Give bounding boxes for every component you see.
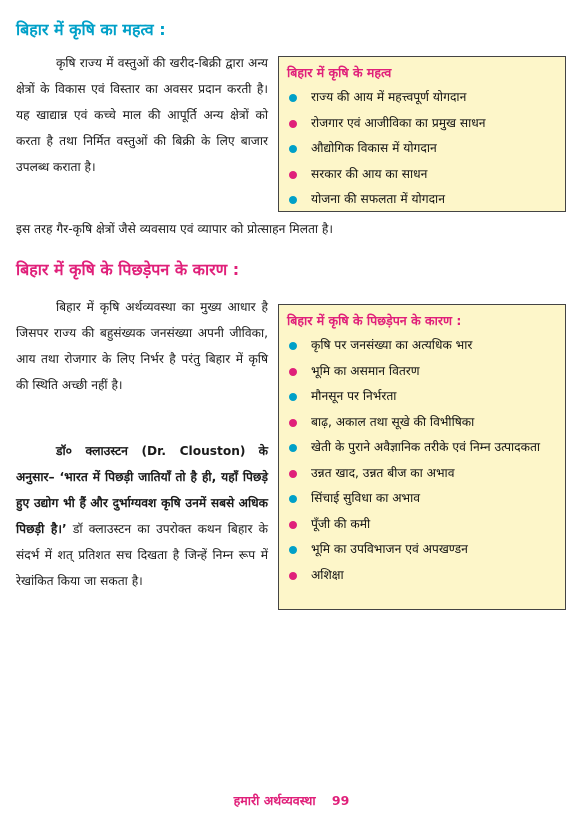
bullet-icon (289, 419, 297, 427)
bullet-icon (289, 342, 297, 350)
quote-line: तो है ही, यहाँ पिछड़े हुए उद्योग भी हैं (16, 470, 268, 510)
importance-paragraph (16, 50, 268, 180)
bullet-icon (289, 495, 297, 503)
list-item: अशिक्षा (287, 563, 557, 589)
importance-paragraph-tail (16, 216, 566, 242)
section-heading-backwardness: बिहार में कृषि के पिछड़ेपन के कारण : (16, 260, 240, 279)
list-item: मौनसून पर निर्भरता (287, 384, 557, 410)
bullet-icon (289, 120, 297, 128)
para-line: प्रतिशत सच दिखता है जिन्हें निम्न रूप में (78, 548, 268, 562)
list-item: रोजगार एवं आजीविका का प्रमुख साधन (287, 111, 557, 137)
clouston-quote-paragraph (16, 438, 268, 594)
bullet-icon (289, 470, 297, 478)
quote-line: अधिक पिछड़ी है।’ (16, 496, 268, 536)
importance-list (287, 85, 557, 213)
bullet-icon (289, 171, 297, 179)
list-item: बाढ़, अकाल तथा सूखे की विभीषिका (287, 410, 557, 436)
bullet-icon (289, 94, 297, 102)
para-line: जनसंख्या अपनी जीविका, आय तथा रोजगार (16, 326, 268, 366)
list-item: उन्नत खाद, उन्नत बीज का अभाव (287, 461, 557, 487)
list-item: औद्योगिक विकास में योगदान (287, 136, 557, 162)
para-line: खरीद-बिक्री द्वारा अन्य क्षेत्रों के विकास (16, 56, 268, 96)
para-line: उपरोक्त कथन बिहार के संदर्भ में शत् (16, 522, 269, 562)
bullet-icon (289, 145, 297, 153)
backwardness-paragraph (16, 294, 268, 398)
list-item: भूमि का उपविभाजन एवं अपखण्डन (287, 537, 557, 563)
list-item: पूँजी की कमी (287, 512, 557, 538)
backwardness-summary-box (278, 304, 566, 610)
para-line: बिक्री के लिए बाजार उपलब्ध कराता है। (16, 134, 268, 174)
para-line: इस तरह गैर-कृषि क्षेत्रों जैसे व्यवसाय एवं व्यापार को प्रोत्साहन मिलता है। (16, 222, 334, 236)
para-line: स्थिति अच्छी नहीं है। (32, 378, 123, 392)
para-line: खाद्यान्न एवं कच्चे माल की आपूर्ति अन्य (36, 108, 224, 122)
bullet-icon (289, 546, 297, 554)
page-number: 99 (331, 793, 350, 808)
list-item: सिंचाई सुविधा का अभाव (287, 486, 557, 512)
list-item: कृषि पर जनसंख्या का अत्यधिक भार (287, 333, 557, 359)
quote-line: और दुर्भाग्यवश कृषि उनमें सबसे (90, 496, 235, 510)
list-item: सरकार की आय का साधन (287, 162, 557, 188)
bullet-icon (289, 196, 297, 204)
backwardness-list (287, 333, 557, 588)
quote-line: के अनुसार– ‘भारत में पिछड़ी जातियाँ (16, 444, 269, 484)
para-line: मुख्य आधार है जिसपर राज्य की बहुसंख्यक (16, 300, 268, 340)
para-line: रेखांकित किया जा सकता है। (16, 574, 143, 588)
bullet-icon (289, 444, 297, 452)
box-title: बिहार में कृषि के महत्व (287, 65, 392, 80)
bullet-icon (289, 521, 297, 529)
para-line: के लिए निर्भर है परंतु बिहार में कृषि की (16, 352, 269, 392)
para-line: क्षेत्रों को करता है तथा निर्मित वस्तुओं की (16, 108, 269, 148)
box-title: बिहार में कृषि के पिछड़ेपन के कारण : (287, 313, 462, 328)
bullet-icon (289, 572, 297, 580)
book-title: हमारी अर्थव्यवस्था (233, 793, 316, 808)
bullet-icon (289, 393, 297, 401)
importance-summary-box (278, 56, 566, 212)
para-line: बिहार में कृषि अर्थव्यवस्था का (56, 300, 195, 314)
bullet-icon (289, 368, 297, 376)
list-item: खेती के पुराने अवैज्ञानिक तरीके एवं निम्न उत्पादकता (287, 435, 557, 461)
list-item: राज्य की आय में महत्त्वपूर्ण योगदान (287, 85, 557, 111)
clouston-name: डॉ० क्लाउस्टन (Dr. Clouston) (56, 444, 246, 458)
para-line: डॉ क्लाउस्टन का (66, 522, 150, 536)
list-item: भूमि का असमान वितरण (287, 359, 557, 385)
para-line: एवं विस्तार का अवसर प्रदान करती है। यह (16, 82, 268, 122)
section-heading-importance: बिहार में कृषि का महत्व : (16, 20, 166, 39)
page-footer (0, 792, 583, 809)
list-item: योजना की सफलता में योगदान (287, 187, 557, 213)
para-line: कृषि राज्य में वस्तुओं की (56, 56, 166, 70)
